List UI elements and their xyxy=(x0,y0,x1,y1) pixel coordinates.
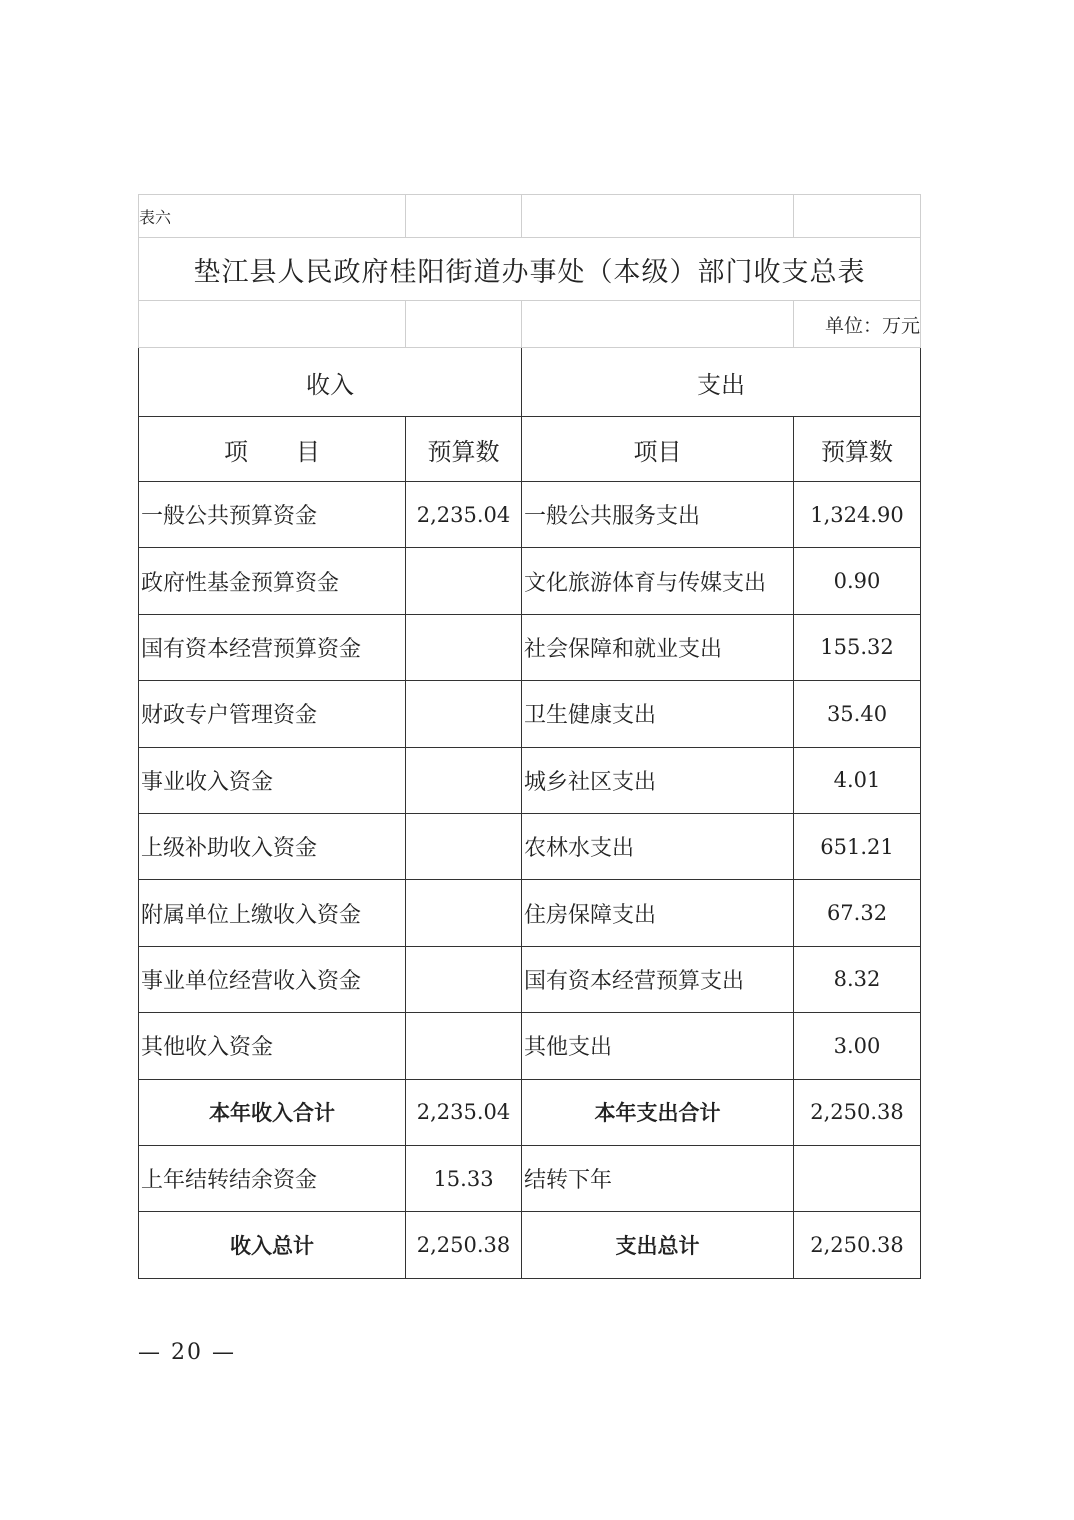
expense-item: 其他支出 xyxy=(522,1013,794,1079)
title-row xyxy=(139,238,921,301)
expense-grand-total-value: 2,250.38 xyxy=(794,1212,921,1278)
income-item: 政府性基金预算资金 xyxy=(139,548,406,614)
income-item: 事业收入资金 xyxy=(139,747,406,813)
income-item: 国有资本经营预算资金 xyxy=(139,614,406,680)
year-income-total-label: 本年收入合计 xyxy=(139,1079,406,1145)
table-row xyxy=(139,681,921,747)
column-header-row xyxy=(139,417,921,482)
expense-item: 文化旅游体育与传媒支出 xyxy=(522,548,794,614)
income-value xyxy=(406,946,522,1012)
section-header-row xyxy=(139,348,921,417)
page-number: — 20 — xyxy=(138,1340,236,1365)
income-value xyxy=(406,681,522,747)
expense-value: 8.32 xyxy=(794,946,921,1012)
income-item-header: 项 目 xyxy=(139,417,406,482)
expense-item: 城乡社区支出 xyxy=(522,747,794,813)
budget-summary-table xyxy=(138,194,921,1279)
expense-value: 155.32 xyxy=(794,614,921,680)
empty-cell xyxy=(794,195,921,238)
expense-budget-header: 预算数 xyxy=(794,417,921,482)
expense-item-header: 项目 xyxy=(522,417,794,482)
income-item: 其他收入资金 xyxy=(139,1013,406,1079)
income-item: 附属单位上缴收入资金 xyxy=(139,880,406,946)
year-income-total-value: 2,235.04 xyxy=(406,1079,522,1145)
table-row xyxy=(139,614,921,680)
income-value xyxy=(406,880,522,946)
expense-item: 社会保障和就业支出 xyxy=(522,614,794,680)
expense-value: 1,324.90 xyxy=(794,482,921,548)
income-section-header: 收入 xyxy=(139,348,522,417)
empty-cell xyxy=(522,195,794,238)
income-value xyxy=(406,1013,522,1079)
income-value xyxy=(406,614,522,680)
unit-row xyxy=(139,301,921,348)
expense-value: 35.40 xyxy=(794,681,921,747)
table-row xyxy=(139,1013,921,1079)
income-value xyxy=(406,813,522,879)
table-label: 表六 xyxy=(139,195,406,238)
carry-in-label: 上年结转结余资金 xyxy=(139,1145,406,1211)
grand-total-row xyxy=(139,1212,921,1278)
table-row xyxy=(139,946,921,1012)
carry-over-row xyxy=(139,1145,921,1211)
expense-value: 67.32 xyxy=(794,880,921,946)
income-value: 2,235.04 xyxy=(406,482,522,548)
income-value xyxy=(406,747,522,813)
expense-grand-total-label: 支出总计 xyxy=(522,1212,794,1278)
year-expense-total-value: 2,250.38 xyxy=(794,1079,921,1145)
expense-item: 住房保障支出 xyxy=(522,880,794,946)
table-row xyxy=(139,880,921,946)
year-expense-total-label: 本年支出合计 xyxy=(522,1079,794,1145)
table-label-row xyxy=(139,195,921,238)
income-value xyxy=(406,548,522,614)
expense-item: 卫生健康支出 xyxy=(522,681,794,747)
carry-out-value xyxy=(794,1145,921,1211)
unit-label: 单位：万元 xyxy=(794,301,921,348)
table-row xyxy=(139,548,921,614)
expense-value: 4.01 xyxy=(794,747,921,813)
empty-cell xyxy=(406,301,522,348)
table-row xyxy=(139,482,921,548)
expense-section-header: 支出 xyxy=(522,348,921,417)
carry-in-value: 15.33 xyxy=(406,1145,522,1211)
income-grand-total-label: 收入总计 xyxy=(139,1212,406,1278)
expense-value: 0.90 xyxy=(794,548,921,614)
income-item: 一般公共预算资金 xyxy=(139,482,406,548)
empty-cell xyxy=(139,301,406,348)
year-total-row xyxy=(139,1079,921,1145)
empty-cell xyxy=(522,301,794,348)
table-row xyxy=(139,747,921,813)
expense-item: 农林水支出 xyxy=(522,813,794,879)
income-item: 上级补助收入资金 xyxy=(139,813,406,879)
expense-item: 国有资本经营预算支出 xyxy=(522,946,794,1012)
income-grand-total-value: 2,250.38 xyxy=(406,1212,522,1278)
carry-out-label: 结转下年 xyxy=(522,1145,794,1211)
income-item: 财政专户管理资金 xyxy=(139,681,406,747)
empty-cell xyxy=(406,195,522,238)
table-title: 垫江县人民政府桂阳街道办事处（本级）部门收支总表 xyxy=(139,238,921,301)
income-item: 事业单位经营收入资金 xyxy=(139,946,406,1012)
expense-value: 3.00 xyxy=(794,1013,921,1079)
expense-value: 651.21 xyxy=(794,813,921,879)
income-budget-header: 预算数 xyxy=(406,417,522,482)
expense-item: 一般公共服务支出 xyxy=(522,482,794,548)
table-row xyxy=(139,813,921,879)
